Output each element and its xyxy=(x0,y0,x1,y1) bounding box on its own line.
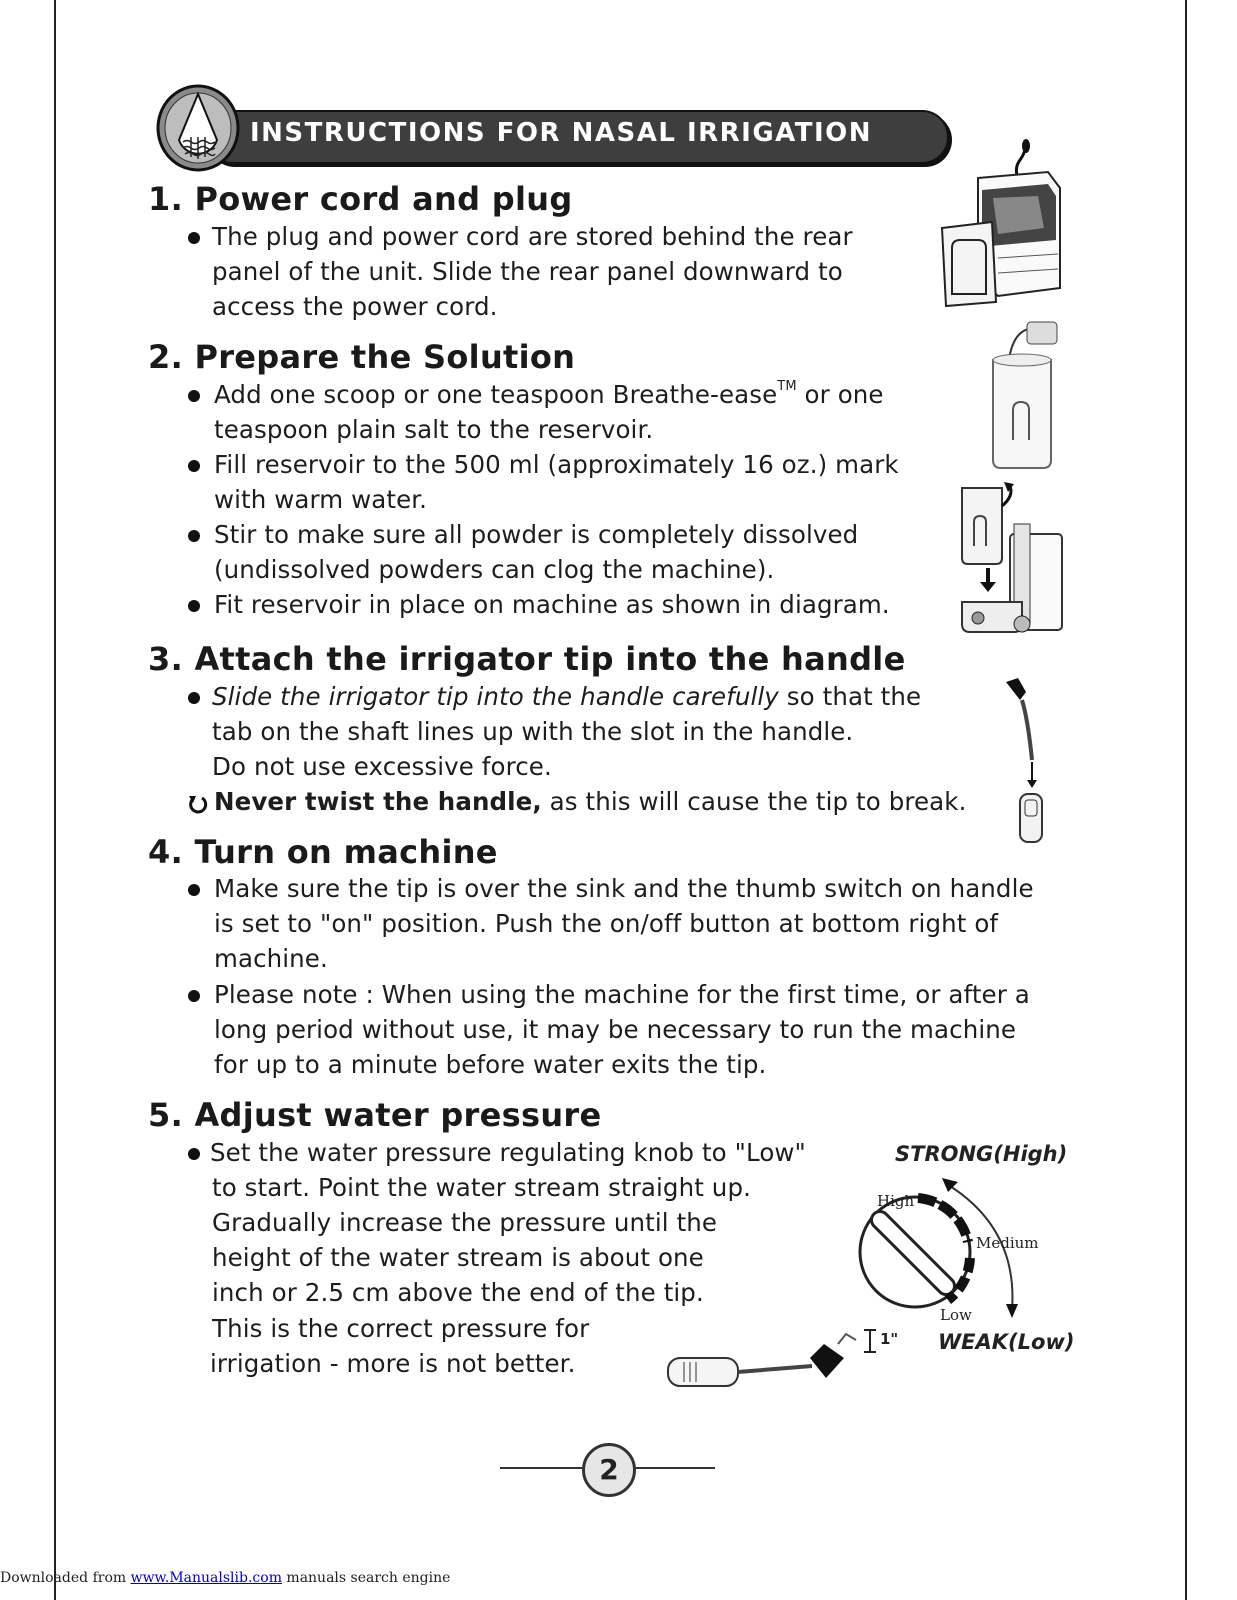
knob-strong-label: STRONG(High) xyxy=(895,1142,1068,1166)
irrigator-tip-illustration xyxy=(1000,676,1050,846)
section-1-line-2: panel of the unit. Slide the rear panel downward to xyxy=(212,257,843,286)
section-4-line-3: machine. xyxy=(214,944,328,973)
page-number xyxy=(500,1440,720,1496)
page-border-left xyxy=(54,0,56,1600)
bullet xyxy=(188,1148,200,1160)
footer xyxy=(0,1570,450,1586)
page-number-rule-right xyxy=(633,1467,715,1469)
section-5-heading: 5. Adjust water pressure xyxy=(148,1096,602,1134)
section-5-line-3: Gradually increase the pressure until the xyxy=(212,1208,718,1237)
section-4-line-1: Make sure the tip is over the sink and the thumb switch on handle xyxy=(214,874,1034,903)
section-1-line-3: access the power cord. xyxy=(212,292,498,321)
bullet xyxy=(188,530,200,542)
water-drop-icon xyxy=(155,82,241,174)
bullet xyxy=(188,232,200,244)
warning-arrow-icon xyxy=(188,794,208,814)
stream-height-label: 1" xyxy=(880,1330,899,1348)
page-number-value: 2 xyxy=(582,1443,636,1497)
section-3-heading: 3. Attach the irrigator tip into the handle xyxy=(148,640,906,678)
bullet xyxy=(188,390,200,402)
reservoir-illustration xyxy=(985,320,1065,470)
section-1-line-1: The plug and power cord are stored behind the rear xyxy=(212,222,853,251)
page-number-rule-left xyxy=(500,1467,582,1469)
bullet xyxy=(188,990,200,1002)
section-2-line-5: Stir to make sure all powder is completely dissolved xyxy=(214,520,859,549)
section-3-line-3: Do not use excessive force. xyxy=(212,752,552,781)
section-3-line-1: Slide the irrigator tip into the handle carefully so that the xyxy=(212,682,922,711)
bullet xyxy=(188,600,200,612)
section-4-heading: 4. Turn on machine xyxy=(148,833,498,871)
rear-panel-illustration xyxy=(938,138,1068,308)
section-2-line-3: Fill reservoir to the 500 ml (approximately 16 oz.) mark xyxy=(214,450,899,479)
section-2-line-1: Add one scoop or one teaspoon Breathe-ease™ or one xyxy=(214,378,884,409)
section-1-heading: 1. Power cord and plug xyxy=(148,180,573,218)
section-2-line-7: Fit reservoir in place on machine as shown in diagram. xyxy=(214,590,890,619)
section-4-line-6: for up to a minute before water exits the tip. xyxy=(214,1050,767,1079)
header-banner xyxy=(155,82,955,182)
footer-prefix: Downloaded from xyxy=(0,1570,131,1586)
bullet xyxy=(188,692,200,704)
bullet xyxy=(188,884,200,896)
section-4-line-4: Please note : When using the machine for the first time, or after a xyxy=(214,980,1030,1009)
section-5-line-6: This is the correct pressure for xyxy=(212,1314,590,1343)
section-2-line-2: teaspoon plain salt to the reservoir. xyxy=(214,415,654,444)
section-2-line-4: with warm water. xyxy=(214,485,428,514)
fit-reservoir-illustration xyxy=(952,476,1072,646)
page-title: INSTRUCTIONS FOR NASAL IRRIGATION xyxy=(250,118,873,148)
knob-high-label: High xyxy=(877,1192,915,1210)
handle-stream-illustration xyxy=(662,1322,912,1402)
knob-weak-label: WEAK(Low) xyxy=(938,1330,1075,1354)
section-5-line-4: height of the water stream is about one xyxy=(212,1243,704,1272)
page-border-right xyxy=(1185,0,1187,1600)
footer-suffix: manuals search engine xyxy=(281,1570,451,1586)
section-3-warning: Never twist the handle, as this will cause the tip to break. xyxy=(214,787,967,816)
bullet xyxy=(188,460,200,472)
section-4-line-5: long period without use, it may be necessary to run the machine xyxy=(214,1015,1017,1044)
section-2-heading: 2. Prepare the Solution xyxy=(148,338,576,376)
section-4-line-2: is set to "on" position. Push the on/off button at bottom right of xyxy=(214,909,999,938)
section-5-line-7: irrigation - more is not better. xyxy=(210,1349,576,1378)
section-5-line-1: Set the water pressure regulating knob to "Low" xyxy=(210,1138,806,1167)
section-2-line-6: (undissolved powders can clog the machine). xyxy=(214,555,775,584)
knob-medium-label: Medium xyxy=(976,1234,1039,1252)
section-5-line-2: to start. Point the water stream straight up. xyxy=(212,1173,751,1202)
manualslib-link[interactable]: www.Manualslib.com xyxy=(130,1570,282,1586)
section-3-line-2: tab on the shaft lines up with the slot in the handle. xyxy=(212,717,854,746)
knob-low-label: Low xyxy=(940,1306,972,1324)
trademark-mark: TM xyxy=(777,378,797,394)
section-5-line-5: inch or 2.5 cm above the end of the tip. xyxy=(212,1278,704,1307)
